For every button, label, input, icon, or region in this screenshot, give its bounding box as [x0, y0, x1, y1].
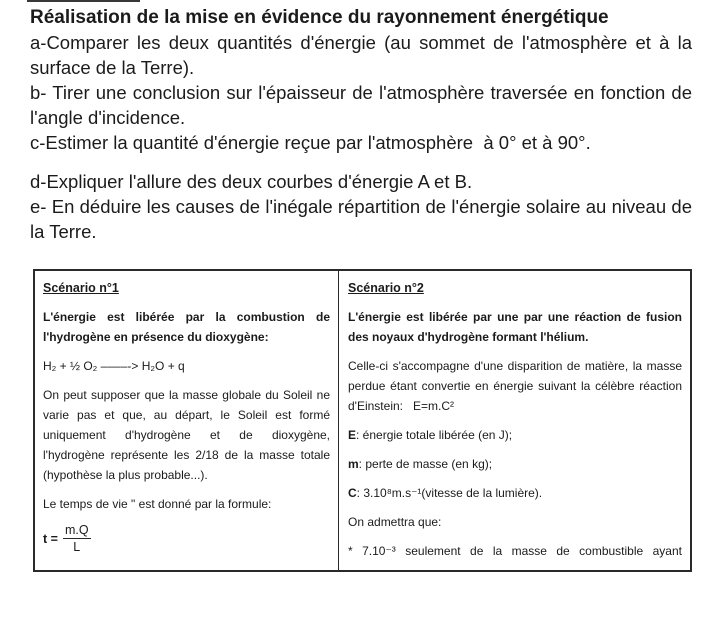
- combustion-equation: H₂ + ½ O₂ ––––-> H₂O + q: [43, 359, 185, 373]
- question-b: b- Tirer une conclusion sur l'épaisseur de l'atmosphère traversée en fonction de l'angle d'incidence.: [30, 82, 698, 128]
- definition-E-text: : énergie totale libérée (en J);: [356, 428, 513, 442]
- definition-C-text: : 3.10⁸m.s⁻¹(vitesse de la lumière).: [356, 486, 543, 500]
- question-e: e- En déduire les causes de l'inégale répartition de l'énergie solaire au niveau de la Terre.: [30, 196, 698, 242]
- definition-C: [348, 483, 682, 503]
- scenario-2-cell: [339, 271, 690, 570]
- admission-item-truncated: * 7.10⁻³ seulement de la masse de combustible ayant: [348, 544, 682, 558]
- scenario-2-intro: L'énergie est libérée par une par une réaction de fusion des noyaux d'hydrogène formant l'hélium.: [348, 310, 686, 344]
- scenario-1-intro: L'énergie est libérée par la combustion de l'hydrogène en présence du dioxygène:: [43, 310, 334, 344]
- question-a: a-Comparer les deux quantités d'énergie (au sommet de l'atmosphère et à la surface de la Terre).: [30, 32, 698, 78]
- top-underline-rule: [27, 0, 140, 2]
- scenarios-table: [33, 269, 692, 572]
- definition-m-term: m: [348, 457, 359, 471]
- einstein-relation-paragraph: Celle-ci s'accompagne d'une disparition de matière, la masse perdue étant convertie en énergie suivant la célèbre réaction d'Einstein: E=m.C²: [348, 359, 686, 413]
- formula-lhs: t =: [43, 531, 58, 546]
- formula-numerator: m.Q: [64, 523, 89, 537]
- scenario-1-header-label: Scénario n°1: [43, 281, 119, 295]
- scenario-1-hypothesis: On peut supposer que la masse globale du Soleil ne varie pas et que, au départ, le Soleil est formé uniquement d'hydrogène et de dioxygène, l'hydrogène représente les 2/18 de la masse totale (hypothèse la plus probable...).: [43, 388, 334, 482]
- page-title: Réalisation de la mise en évidence du rayonnement énergétique: [30, 7, 609, 28]
- scenario-2-header-label: Scénario n°2: [348, 281, 424, 295]
- document-page: [30, 5, 698, 572]
- question-d: d-Expliquer l'allure des deux courbes d'énergie A et B.: [30, 171, 473, 192]
- lifetime-formula: [43, 523, 330, 554]
- definition-m: [348, 454, 682, 474]
- scenario-1-header: [43, 278, 330, 298]
- scenario-2-header: [348, 278, 682, 298]
- admission-intro: On admettra que:: [348, 515, 442, 529]
- definition-E: [348, 425, 682, 445]
- definition-m-text: : perte de masse (en kg);: [358, 457, 493, 471]
- definition-E-term: E: [348, 428, 357, 442]
- question-c: c-Estimer la quantité d'énergie reçue par l'atmosphère à 0° et à 90°.: [30, 132, 591, 153]
- formula-denominator: L: [73, 540, 81, 554]
- blank-line: [30, 155, 692, 169]
- definition-C-term: C: [348, 486, 357, 500]
- scenario-1-cell: [35, 271, 339, 570]
- formula-fraction: [63, 523, 91, 554]
- lifetime-formula-intro: Le temps de vie " est donné par la formule:: [43, 497, 272, 511]
